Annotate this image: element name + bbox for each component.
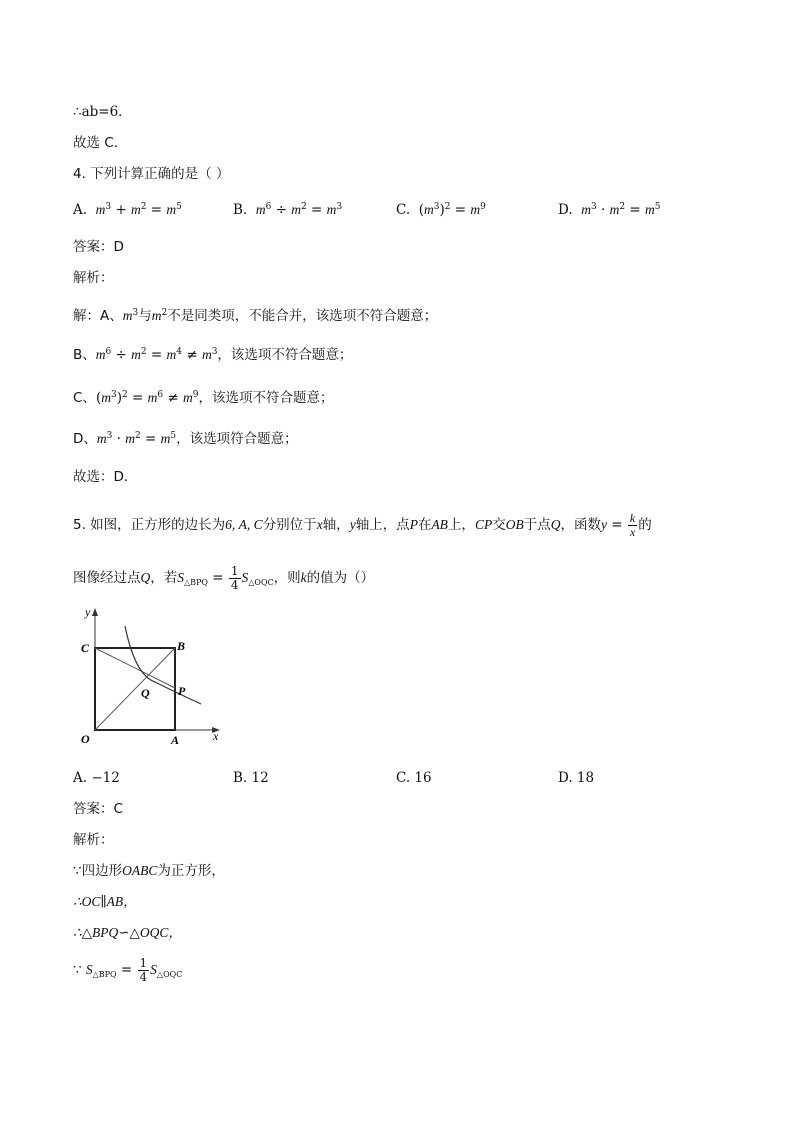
y-axis-arrow <box>92 608 98 616</box>
text: C、 <box>73 390 96 406</box>
q4-solution-c: C、$(m^3)^2 = m^6 \ne m^9$，该选项不符合题意； <box>73 390 334 406</box>
q4-option-c: C. $(m^3)^2 = m^9$ <box>396 202 486 218</box>
label-b: B <box>177 639 186 653</box>
q4-solution-b: B、$m^6 \div m^2 = m^4 \ne m^3$，该选项不符合题意； <box>73 347 353 363</box>
q4-option-a: A. $m^3 + m^2 = m^5$ <box>73 202 182 218</box>
text: ∵四边形 <box>73 863 123 879</box>
q4-choose: 故选：D． <box>73 469 138 485</box>
text: 为正方形， <box>157 863 225 879</box>
label-x: x <box>213 729 219 743</box>
text: 上， <box>447 517 475 533</box>
text: 与 <box>138 308 152 324</box>
option-label: D. <box>558 202 573 218</box>
text: 分别位于 <box>262 517 317 533</box>
text: 5. 如图，正方形的边长为 <box>73 517 226 533</box>
q5-step-2 <box>73 892 137 912</box>
text: 解：A、 <box>73 308 123 324</box>
text: ，若 <box>150 570 178 586</box>
q5-analysis-label: 解析： <box>73 832 114 848</box>
fraction-k-over-x: $\frac{k}{x}$ <box>629 511 636 539</box>
question-5-stem-line2: 图像经过点Q，若$S_{\triangle BPQ}$ = $\frac{1}{4}$ $S_{\triangle OQC}$，则k的值为（） <box>73 564 375 592</box>
label-o: O <box>81 732 90 746</box>
text: D、 <box>73 431 97 447</box>
option-label: C. <box>396 202 411 218</box>
q4-solution-a: 解：A、$m^3$与$m^2$不是同类项，不能合并，该选项不符合题意； <box>73 308 438 324</box>
q4-option-b: B. $m^6 \div m^2 = m^3$ <box>233 202 343 218</box>
text: 于点 <box>523 517 551 533</box>
option-label: A. <box>73 202 88 218</box>
text: 在 <box>417 517 432 533</box>
q4-option-d: D. $m^3 \cdot m^2 = m^5$ <box>558 202 661 218</box>
q5-option-a: A. −12 <box>73 770 120 786</box>
q5-option-b: B. 12 <box>233 770 269 786</box>
q5-option-c: C. 16 <box>396 770 432 786</box>
geometry-figure <box>73 600 233 750</box>
q5-step-4: ∵ $S_{\triangle BPQ}$ = $\frac{1}{4}$ $S_{\triangle OQC}$ <box>73 956 183 984</box>
text: ∴OC∥AB， <box>73 894 137 909</box>
text: ，函数 <box>560 517 601 533</box>
text-line-choose-c: 故选 C． <box>73 135 128 151</box>
q4-answer: 答案：D <box>73 239 124 255</box>
fraction-one-quarter: $\frac{1}{4}$ <box>139 956 148 984</box>
label-q: Q <box>141 686 150 700</box>
fraction-one-quarter: $\frac{1}{4}$ <box>230 564 239 592</box>
text: 轴上，点 <box>355 517 410 533</box>
text: 轴， <box>322 517 350 533</box>
q5-step-3 <box>73 923 182 943</box>
question-5-stem-line1: 5. 如图，正方形的边长为6, A, C分别位于x轴，y轴上，点P在AB上，CP交OB于点Q，函数y = $\frac{k}{x}$ 的 <box>73 511 652 539</box>
text: ，该选项符合题意； <box>176 431 298 447</box>
label-a: A <box>171 733 180 747</box>
segment-cp <box>95 648 175 688</box>
text: ∴△BPQ∽△OQC， <box>73 925 182 940</box>
text: ，该选项不符合题意； <box>198 390 334 406</box>
text: 的 <box>638 517 652 533</box>
option-label: B. <box>233 202 248 218</box>
label-c: C <box>81 641 90 655</box>
text: ，则 <box>273 570 301 586</box>
text: 图像经过点 <box>73 570 141 586</box>
label-y: y <box>85 605 91 619</box>
text: ∵ <box>73 962 82 978</box>
text: ，该选项不符合题意； <box>217 347 353 363</box>
text-line-ab6: ∴ab=6． <box>73 104 132 120</box>
text: 交 <box>492 517 506 533</box>
text: B、 <box>73 347 96 363</box>
text: 不是同类项，不能合并，该选项不符合题意； <box>167 308 438 324</box>
hyperbola-curve <box>125 626 201 704</box>
question-4-stem: 4. 下列计算正确的是（ ） <box>73 166 230 182</box>
q5-option-d: D. 18 <box>558 770 595 786</box>
q5-step-1: ∵四边形OABC为正方形， <box>73 863 225 879</box>
q4-solution-d: D、$m^3 \cdot m^2 = m^5$，该选项符合题意； <box>73 431 298 447</box>
q5-answer: 答案：C <box>73 801 123 817</box>
text: 的值为（） <box>306 570 375 586</box>
label-p: P <box>178 684 186 698</box>
q4-analysis-label: 解析： <box>73 270 114 286</box>
